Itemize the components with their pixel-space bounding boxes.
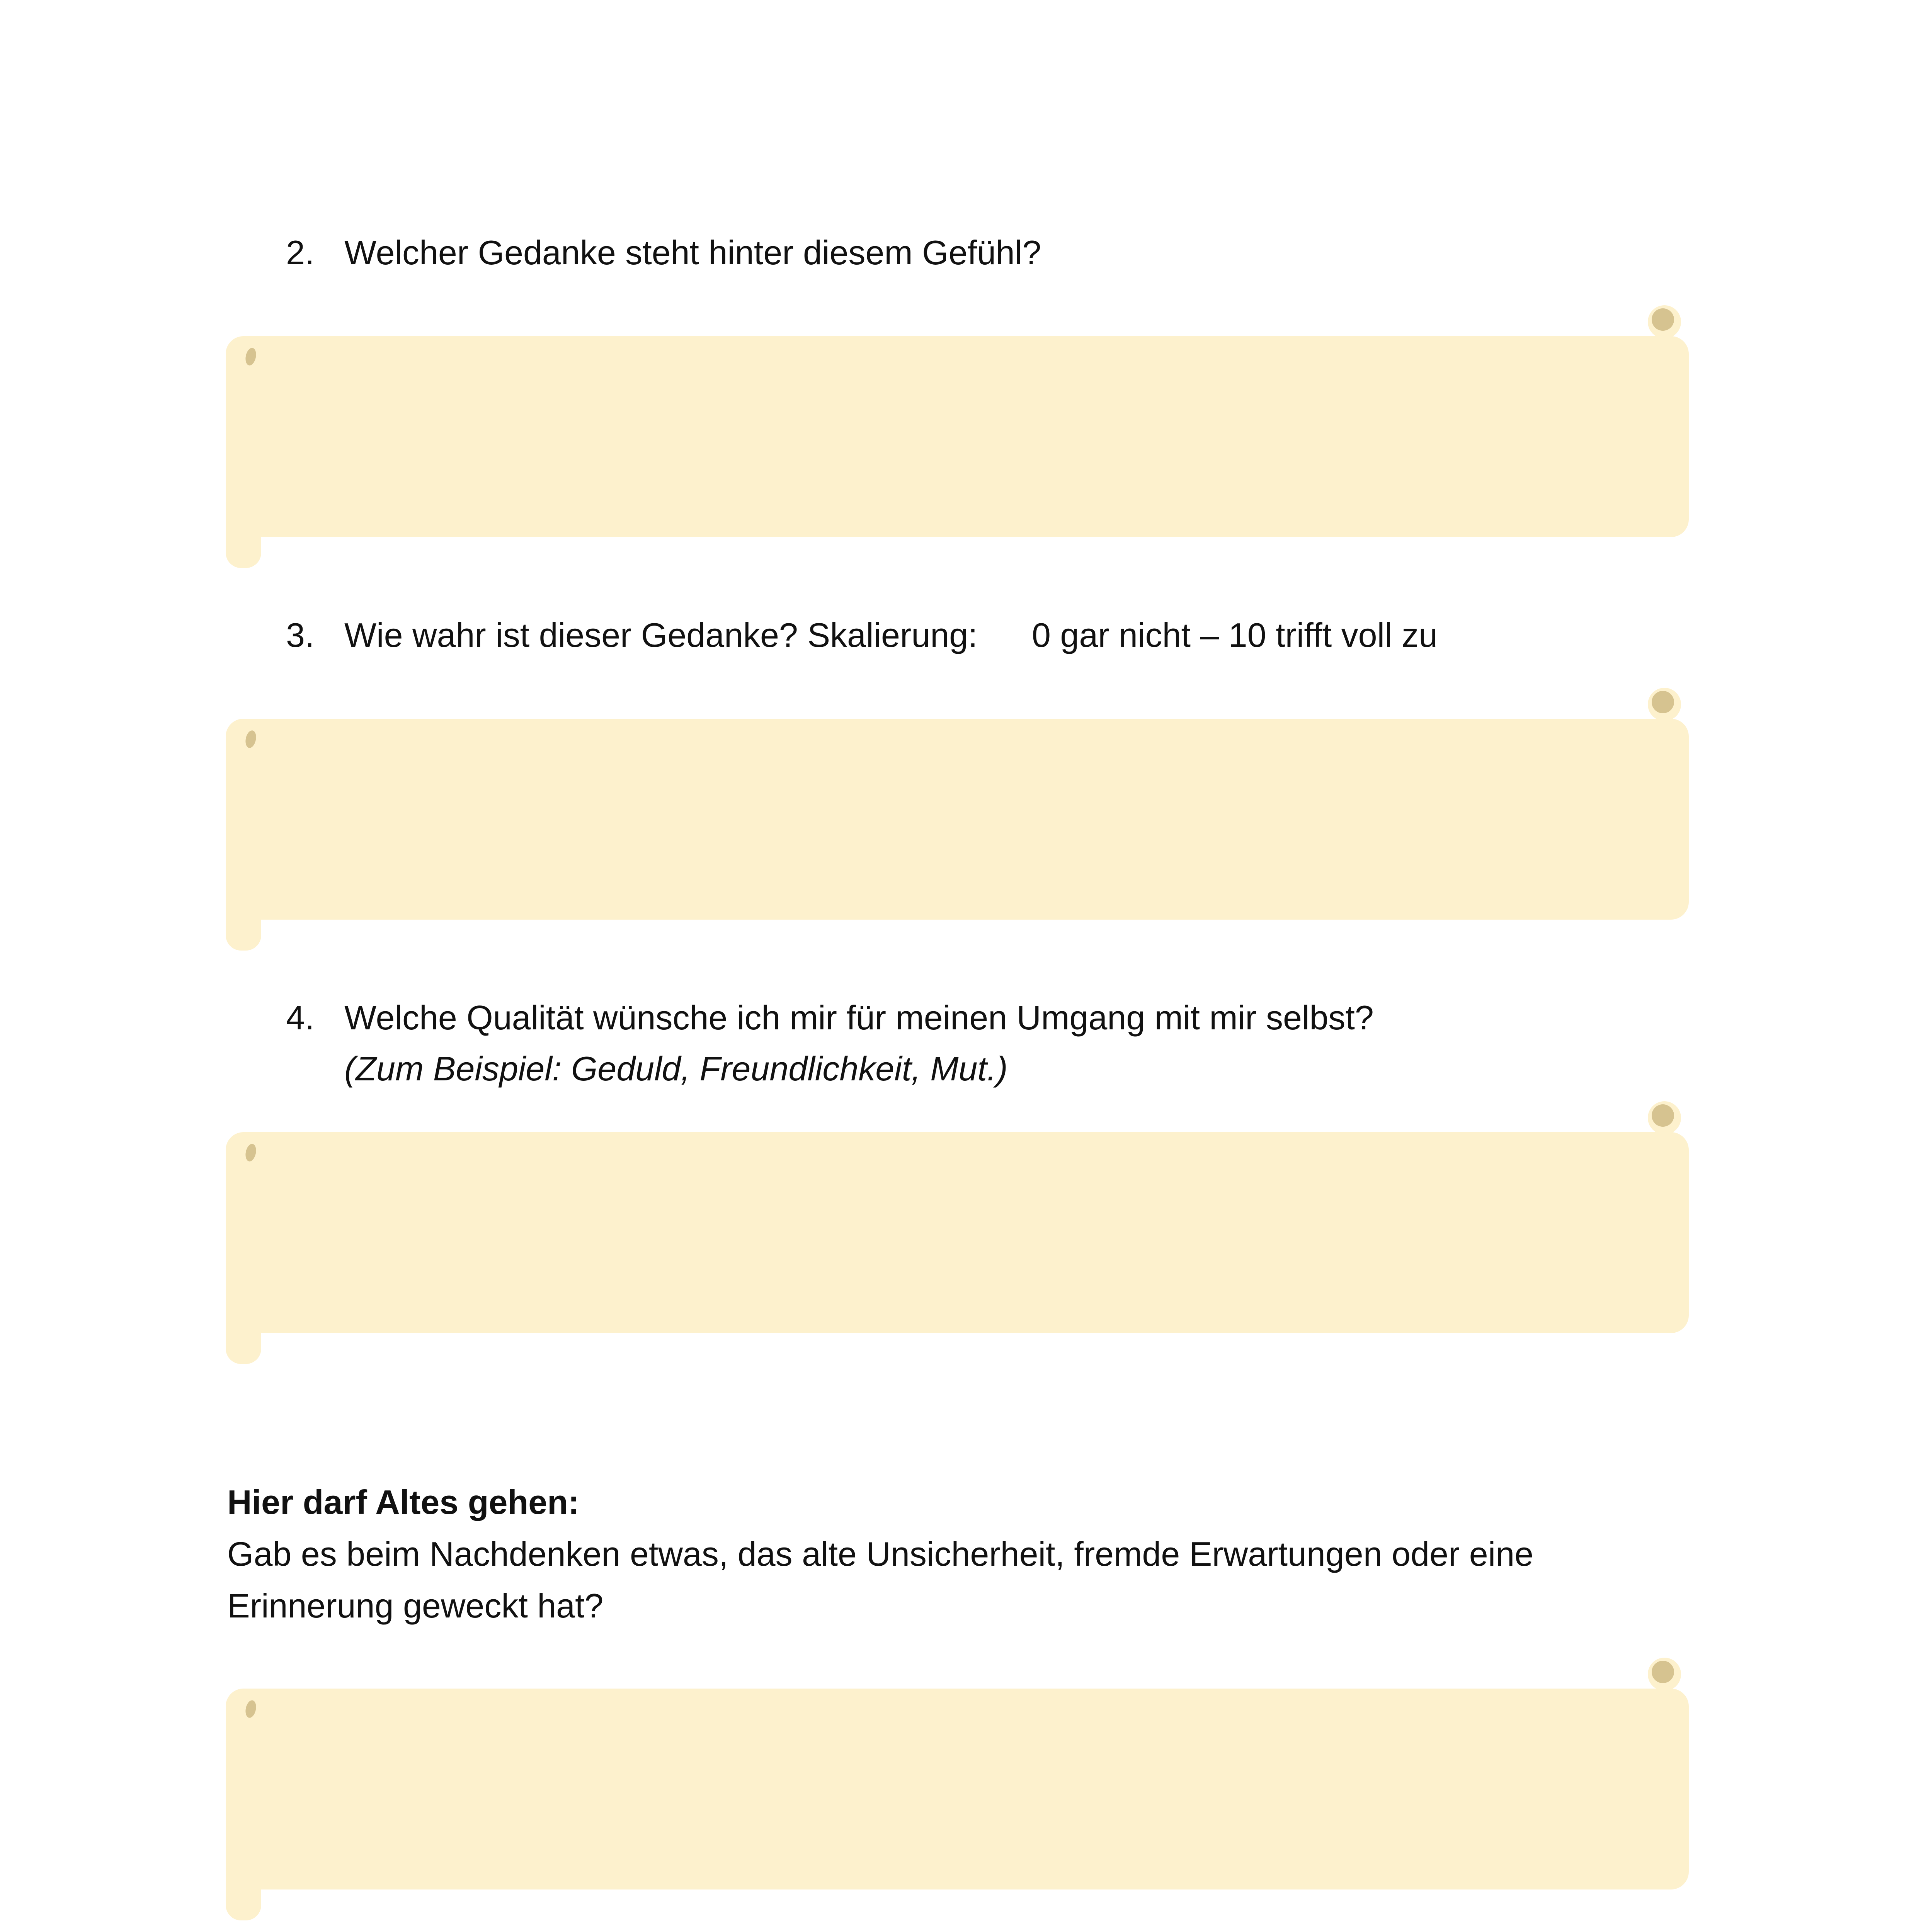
scroll-tail-left [226, 904, 261, 951]
answer-field[interactable] [280, 1144, 1658, 1325]
scale-text: 0 gar nicht – 10 trifft voll zu [1032, 616, 1438, 654]
question-number: 2. [286, 233, 315, 272]
question-4-hint: (Zum Beispiel: Geduld, Freundlichkeit, Mut.) [344, 1049, 1008, 1088]
answer-box-question-3[interactable] [226, 688, 1689, 954]
release-prompt-line-1: Gab es beim Nachdenken etwas, das alte Unsicherheit, fremde Erwartungen oder eine [227, 1535, 1534, 1573]
scroll-tail-left [226, 1874, 261, 1920]
scroll-tail-left [226, 1318, 261, 1364]
question-number: 3. [286, 616, 315, 654]
question-number: 4. [286, 998, 315, 1037]
question-text: Wie wahr ist dieser Gedanke? Skalierung: [344, 616, 978, 654]
answer-box-question-4[interactable] [226, 1101, 1689, 1368]
answer-box-question-2[interactable] [226, 305, 1689, 572]
answer-field[interactable] [280, 730, 1658, 912]
answer-field[interactable] [280, 1700, 1658, 1882]
question-text: Welche Qualität wünsche ich mir für meinen Umgang mit mir selbst? [344, 998, 1374, 1037]
release-prompt-line-2: Erinnerung geweckt hat? [227, 1587, 604, 1625]
scroll-curl-right-icon [1652, 1661, 1674, 1683]
question-text: Welcher Gedanke steht hinter diesem Gefühl? [344, 233, 1041, 272]
scroll-curl-right-icon [1652, 691, 1674, 713]
scroll-curl-right-icon [1652, 1104, 1674, 1127]
scroll-tail-left [226, 522, 261, 568]
release-heading: Hier darf Altes gehen: [227, 1483, 580, 1521]
answer-field[interactable] [280, 348, 1658, 529]
scroll-curl-right-icon [1652, 308, 1674, 331]
answer-box-release[interactable] [226, 1658, 1689, 1924]
